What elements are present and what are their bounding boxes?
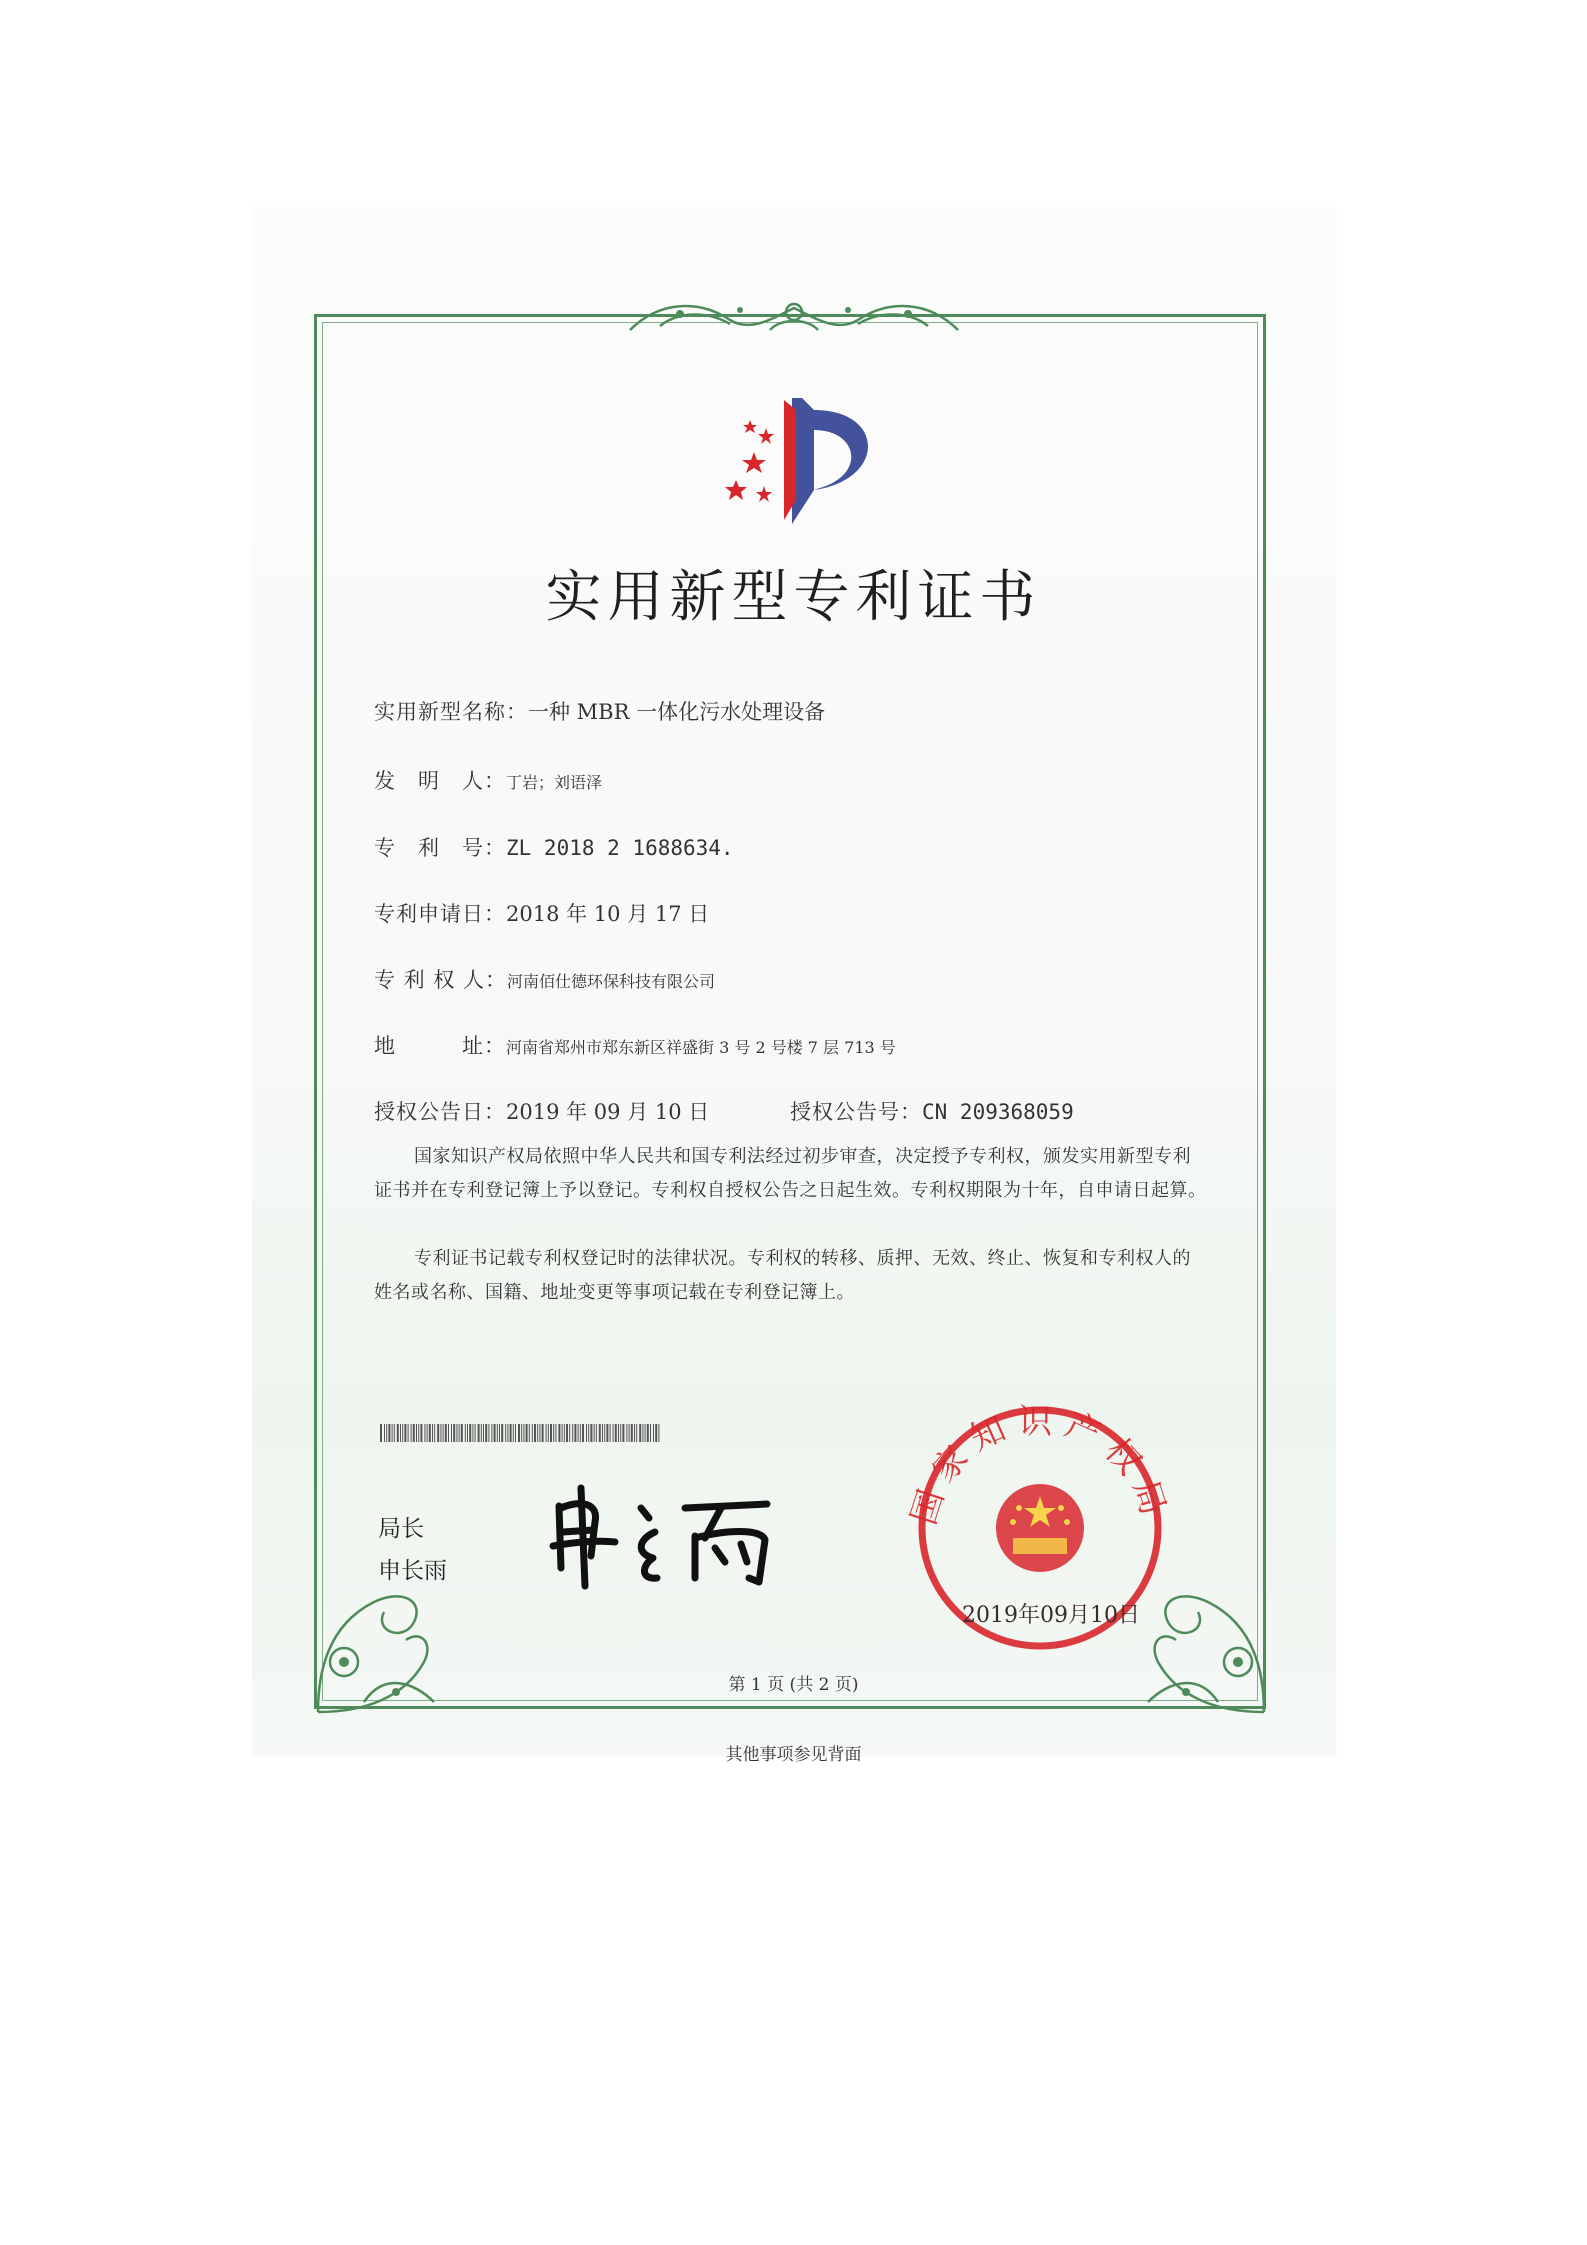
top-ornament (620, 290, 968, 340)
grant-number-label: 授权公告号： (790, 1100, 922, 1124)
official-seal (895, 1398, 1185, 1660)
inventor-row (374, 765, 602, 795)
barcode (380, 1424, 660, 1442)
patent-number-label: 专 利 号： (374, 836, 506, 860)
inventor-label: 发 明 人： (374, 769, 506, 793)
utility-model-name-row (374, 696, 825, 726)
director-signature (545, 1482, 795, 1592)
name-label: 实用新型名称： (374, 700, 528, 724)
statement-paragraph-2: 专利证书记载专利权登记时的法律状况。专利权的转移、质押、无效、终止、恢复和专利权人的姓名或名称、国籍、地址变更等事项记载在专利登记簿上。 (374, 1248, 1191, 1303)
patentee-label: 专 利 权 人： (374, 968, 508, 992)
director-name: 申长雨 (378, 1558, 447, 1584)
seal-date: 2019年09月10日 (962, 1603, 1140, 1628)
address-label: 地 址： (374, 1034, 506, 1058)
patentee-row (374, 964, 715, 994)
page-title: 实用新型专利证书 (545, 565, 1042, 630)
patent-number-value: ZL 2018 2 1688634. (506, 836, 734, 860)
grant-number-row (790, 1096, 1074, 1126)
address-row (374, 1030, 896, 1060)
patent-number-row (374, 832, 734, 862)
patent-office-logo (706, 390, 882, 524)
grant-date-value: 2019 年 09 月 10 日 (506, 1100, 710, 1124)
application-date-label: 专利申请日： (374, 902, 506, 926)
director-title: 局长 (378, 1516, 424, 1542)
address-value: 河南省郑州市郑东新区祥盛街 3 号 2 号楼 7 层 713 号 (506, 1038, 896, 1057)
inventor-value: 丁岩；刘语泽 (506, 773, 603, 792)
name-value: 一种 MBR 一体化污水处理设备 (528, 700, 826, 724)
seal-text: 国家知识产权局 (903, 1402, 1177, 1530)
grant-date-row (374, 1096, 709, 1126)
application-date-value: 2018 年 10 月 17 日 (506, 902, 710, 926)
statement-paragraph-1: 国家知识产权局依照中华人民共和国专利法经过初步审查，决定授予专利权，颁发实用新型专利证书并在专利登记簿上予以登记。专利权自授权公告之日起生效。专利权期限为十年，自申请日起算。 (374, 1146, 1207, 1201)
grant-number-value: CN 209368059 (922, 1100, 1074, 1124)
grant-date-label: 授权公告日： (374, 1100, 506, 1124)
patentee-value: 河南佰仕德环保科技有限公司 (507, 972, 716, 991)
application-date-row (374, 898, 709, 928)
back-side-note: 其他事项参见背面 (725, 1745, 862, 1765)
page-number: 第 1 页 (共 2 页) (728, 1675, 859, 1695)
